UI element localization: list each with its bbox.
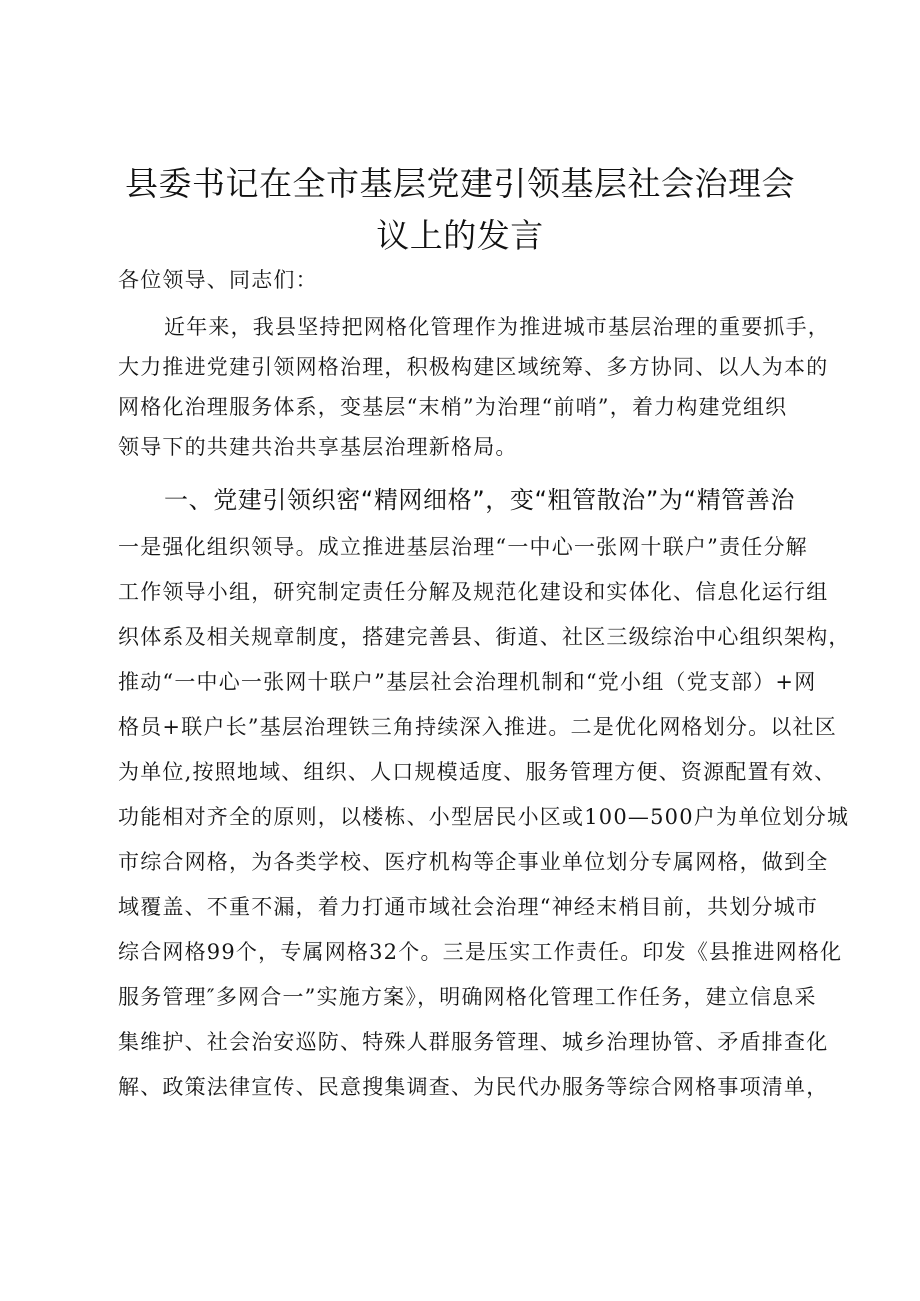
- paragraph-line: 织体系及相关规章制度，搭建完善县、街道、社区三级综治中心组织架构，: [118, 625, 851, 649]
- paragraph-line: 市综合网格，为各类学校、医疗机构等企事业单位划分专属网格，做到全: [118, 850, 829, 874]
- paragraph-line: 领导下的共建共治共享基层治理新格局。: [118, 435, 518, 459]
- paragraph-line: 大力推进党建引领网格治理，积极构建区域统筹、多方协同、以人为本的: [118, 355, 829, 379]
- paragraph-line: 解、政策法律宣传、民意搜集调查、为民代办服务等综合网格事项清单，: [118, 1075, 829, 1099]
- paragraph-line: 网格化治理服务体系，变基层“末梢”为治理“前哨”，着力构建党组织: [118, 395, 788, 419]
- paragraph-line: 综合网格99个，专属网格32个。三是压实工作责任。印发《县推进网格化: [118, 940, 843, 964]
- paragraph-line: 功能相对齐全的原则，以楼栋、小型居民小区或100—500户为单位划分城: [118, 805, 850, 829]
- paragraph-line: 为单位,按照地域、组织、人口规模适度、服务管理方便、资源配置有效、: [118, 760, 837, 784]
- section-heading: 一、党建引领织密“精网细格”，变“粗管散治”为“精管善治: [164, 486, 795, 514]
- paragraph-line: 域覆盖、不重不漏，着力打通市域社会治理“神经末梢目前，共划分城市: [118, 895, 819, 919]
- paragraph-line: 一是强化组织领导。成立推进基层治理“一中心一张网十联户”责任分解: [118, 535, 808, 559]
- document-title-line-2: 议上的发言: [376, 216, 544, 255]
- salutation: 各位领导、同志们：: [118, 268, 318, 292]
- paragraph-line: 工作领导小组，研究制定责任分解及规范化建设和实体化、信息化运行组: [118, 580, 829, 604]
- document-title-line-1: 县委书记在全市基层党建引领基层社会治理会: [125, 164, 795, 203]
- paragraph-line: 格员+联户长”基层治理铁三角持续深入推进。二是优化网格划分。以社区: [118, 715, 837, 739]
- paragraph-line: 近年来，我县坚持把网格化管理作为推进城市基层治理的重要抓手，: [164, 315, 830, 339]
- paragraph-line: 服务管理″多网合一”实施方案》，明确网格化管理工作任务，建立信息采: [118, 985, 817, 1009]
- paragraph-line: 集维护、社会治安巡防、特殊人群服务管理、城乡治理协管、矛盾排查化: [118, 1030, 829, 1054]
- paragraph-line: 推动“一中心一张网十联户”基层社会治理机制和“党小组（党支部）+网: [118, 670, 817, 694]
